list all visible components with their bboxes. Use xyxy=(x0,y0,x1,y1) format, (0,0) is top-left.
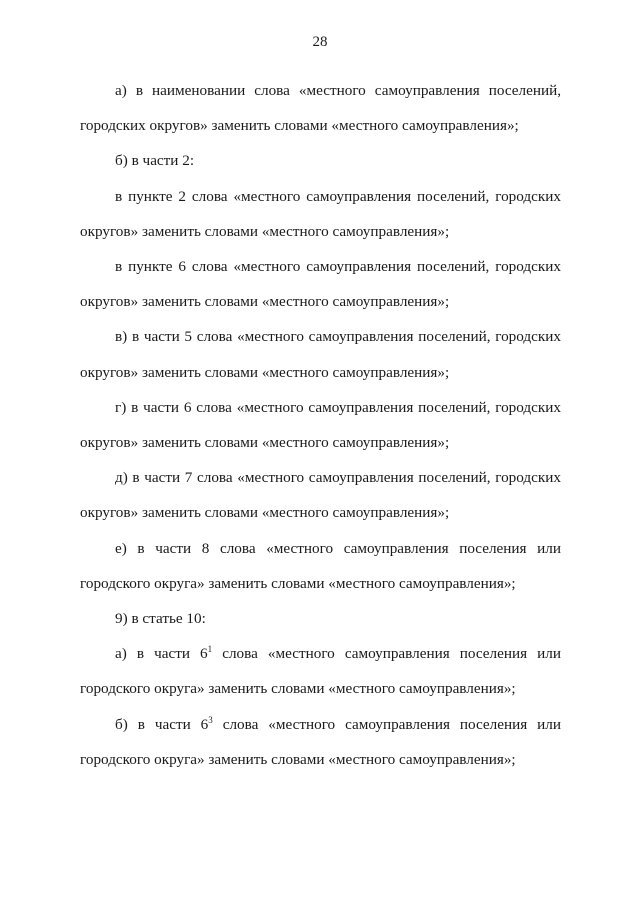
paragraph-point-2: в пункте 2 слова «местного самоуправления поселений, городских округов» заменить словами «местного самоуправления»; xyxy=(80,187,561,240)
paragraph-v-part-5: в) в части 5 слова «местного самоуправления поселений, городских округов» заменить словами «местного самоуправления»; xyxy=(80,328,561,381)
paragraph-d-part-7: д) в части 7 слова «местного самоуправления поселений, городских округов» заменить словами «местного самоуправления»; xyxy=(80,469,561,522)
paragraph-a-part-6-1 xyxy=(80,636,561,706)
superscript-3: 3 xyxy=(208,714,213,725)
paragraph-a-rest: слова «местного самоуправления поселения или городского округа» заменить словами «местного самоуправления»; xyxy=(80,645,561,698)
paragraph-9-article-10: 9) в статье 10: xyxy=(115,610,206,628)
paragraph-point-6: в пункте 6 слова «местного самоуправления поселений, городских округов» заменить словами «местного самоуправления»; xyxy=(80,258,561,311)
paragraph-a-naming: а) в наименовании слова «местного самоуправления поселений, городских округов» заменить словами «местного самоуправления»; xyxy=(80,82,561,135)
document-body xyxy=(80,73,561,777)
paragraph-b-part-6-3 xyxy=(80,707,561,777)
paragraph-b-rest: слова «местного самоуправления поселения или городского округа» заменить словами «местного самоуправления»; xyxy=(80,715,561,768)
paragraph-b-lead: б) в части 6 xyxy=(115,715,209,733)
paragraph-g-part-6: г) в части 6 слова «местного самоуправления поселений, городских округов» заменить словами «местного самоуправления»; xyxy=(80,398,561,452)
paragraph-a-lead: а) в части 6 xyxy=(115,645,208,663)
superscript-1: 1 xyxy=(207,644,213,655)
page-number: 28 xyxy=(312,34,328,50)
paragraph-e-part-8: е) в части 8 слова «местного самоуправления поселения или городского округа» заменить словами «местного самоуправления»; xyxy=(80,539,561,592)
paragraph-b-part-2: б) в части 2: xyxy=(115,152,195,170)
